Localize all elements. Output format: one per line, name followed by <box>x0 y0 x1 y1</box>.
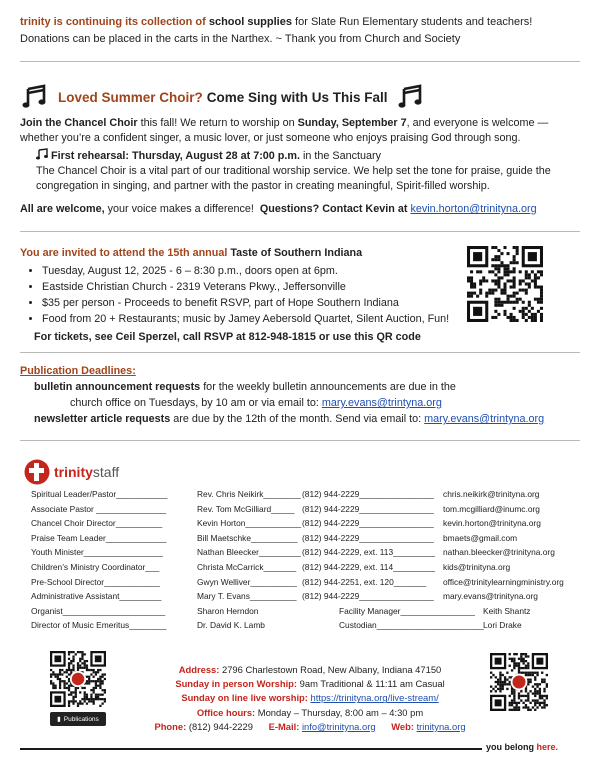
publications-label: Publications <box>63 715 99 723</box>
staff-email[interactable]: kevin.horton@trinityna.org <box>443 518 541 529</box>
choir-text: this fall! We return to worship on <box>140 117 295 129</box>
list-item: • Eastside Christian Church - 2319 Veterans Pkwy., Jeffersonville <box>42 279 460 295</box>
staff-email[interactable]: nathan.bleecker@trinityna.org <box>443 547 555 558</box>
staff-name: Bill Maetschke__________ <box>197 532 298 543</box>
list-item: • Tuesday, August 12, 2025 - 6 – 8:30 p.m., doors open at 6pm. <box>42 263 460 279</box>
divider <box>20 440 580 441</box>
staff-phone: (812) 944-2229________________ <box>302 591 434 602</box>
footer-rule <box>20 748 482 750</box>
staff-role: Youth Minister_________________ <box>31 547 163 558</box>
staff-role: Praise Team Leader_____________ <box>31 532 167 543</box>
supplies-text-1: for Slate Run Elementary students and teachers! <box>295 16 533 28</box>
staff-phone: (812) 944-2251, ext. 120_______ <box>302 576 427 587</box>
office-hours: Monday – Thursday, 8:00 am – 4:30 pm <box>257 706 424 718</box>
staff-email[interactable]: office@trinitylearningministry.org <box>443 576 564 587</box>
taste-event-name: Taste of Southern Indiana <box>230 247 363 259</box>
taste-qr-code[interactable] <box>467 246 543 322</box>
choir-title-a: Loved Summer Choir? <box>58 89 203 105</box>
kevin-email-link[interactable]: kevin.horton@trinityna.org <box>410 203 537 215</box>
staff-name2: Lori Drake <box>483 620 522 631</box>
staff-role: Associate Pastor _______________ <box>31 503 167 514</box>
info-email-link[interactable]: info@trinityna.org <box>301 720 376 732</box>
first-rehearsal: First rehearsal: Thursday, August 28 at 7:00 p.m. <box>51 150 301 162</box>
staff-email[interactable]: mary.evans@trinityna.org <box>443 591 538 602</box>
staff-role: Administrative Assistant_________ <box>31 591 162 602</box>
taste-intro: You are invited to attend the 15th annual <box>20 247 228 259</box>
choir-heading <box>22 82 582 112</box>
address-label: Address: <box>178 664 220 675</box>
logo-text-b: staff <box>92 464 120 480</box>
welcome-text: your voice makes a difference! <box>107 203 254 215</box>
staff-role2: Custodian_______________________ <box>339 620 484 631</box>
staff-name: Mary T. Evans__________ <box>197 591 297 602</box>
staff-phone: (812) 944-2229________________ <box>302 532 434 543</box>
church-contact-footer <box>110 663 510 734</box>
address: 2796 Charlestown Road, New Albany, Indiana 47150 <box>222 664 442 675</box>
staff-role: Spiritual Leader/Pastor___________ <box>31 489 168 499</box>
staff-phone: (812) 944-2229________________ <box>302 518 434 529</box>
book-icon: ▮ <box>57 716 61 723</box>
staff-role: Children’s Ministry Coordinator___ <box>31 561 160 572</box>
publications-qr-code[interactable] <box>50 651 106 707</box>
staff-directory <box>31 489 591 635</box>
staff-row <box>31 518 591 533</box>
choir-title-b: Come Sing with Us This Fall <box>206 89 388 105</box>
staff-name: Gwyn Welliver__________ <box>197 576 297 587</box>
publication-deadlines <box>20 363 580 427</box>
bulletin-email-link[interactable]: mary.evans@trintyna.org <box>321 397 442 409</box>
divider <box>20 231 580 232</box>
staff-row <box>31 547 591 562</box>
staff-row <box>31 591 591 606</box>
list-item: • $35 per person - Proceeds to benefit RSVP, part of Hope Southern Indiana <box>42 295 460 311</box>
choir-join: Join the Chancel Choir <box>20 117 138 129</box>
livestream-link[interactable]: https://trinityna.org/live-stream/ <box>310 692 439 704</box>
inperson-times: 9am Traditional & 11:11 am Casual <box>299 678 445 690</box>
music-notes-icon <box>22 84 48 110</box>
bulletin-text-2: church office on Tuesdays, by 10 am or via email to: <box>70 397 319 409</box>
taste-details-list <box>20 263 460 327</box>
trinity-staff-logo <box>24 457 164 487</box>
trinity-cross-logo-icon <box>24 459 50 485</box>
staff-row <box>31 533 591 548</box>
hours-label: Office hours: <box>196 706 256 718</box>
staff-role: Organist______________________ <box>31 605 166 616</box>
newsletter-email-link[interactable]: mary.evans@trintyna.org <box>424 413 545 425</box>
online-label: Sunday on line live worship: <box>181 692 308 704</box>
list-item: • Food from 20 + Restaurants; music by Jamey Aebersold Quartet, Silent Auction, Fun! <box>42 311 460 327</box>
bulletin-bold: bulletin announcement requests <box>34 381 201 393</box>
tagline-b: here. <box>536 742 559 752</box>
staff-row <box>31 606 591 621</box>
staff-email[interactable]: kids@trinityna.org <box>443 561 511 572</box>
staff-phone: (812) 944-2229________________ <box>302 503 434 514</box>
staff-role: Pre-School Director____________ <box>31 576 160 587</box>
staff-role: Director of Music Emeritus________ <box>31 620 167 631</box>
staff-name: Kevin Horton____________ <box>197 518 302 529</box>
staff-name: Dr. David K. Lamb <box>197 620 265 631</box>
staff-name: Nathan Bleecker_________ <box>197 547 301 558</box>
web-label: Web: <box>391 720 414 732</box>
choir-text: , and everyone is welcome — <box>406 117 549 129</box>
email-label: E-Mail: <box>268 720 300 732</box>
logo-text-a: trinity <box>54 464 93 480</box>
music-notes-icon <box>398 84 424 110</box>
supplies-highlight: school supplies <box>208 16 292 28</box>
supplies-brand-text: trinity is continuing its collection of <box>20 16 206 28</box>
school-supplies-notice <box>20 14 580 48</box>
choir-date: Sunday, September 7 <box>297 117 407 129</box>
taste-section <box>20 245 460 345</box>
staff-email[interactable]: chris.neikirk@trinityna.org <box>443 489 540 499</box>
welcome-bold: All are welcome, <box>20 203 105 215</box>
staff-row <box>31 504 591 519</box>
staff-row <box>31 489 591 504</box>
phone-label: Phone: <box>154 720 187 732</box>
supplies-text-2: Donations can be placed in the carts in the Narthex. ~ Thank you from Church and Society <box>20 33 461 45</box>
ticket-info: For tickets, see Ceil Sperzel, call RSVP at 812-948-1815 or use this QR code <box>34 331 421 343</box>
questions-text: Questions? Contact Kevin at <box>259 203 408 215</box>
phone-number: (812) 944-2229 <box>188 720 253 732</box>
staff-name2: Keith Shantz <box>483 605 531 616</box>
inperson-label: Sunday in person Worship: <box>175 678 298 690</box>
staff-name: Christa McCarrick_______ <box>197 561 297 572</box>
choir-body <box>20 116 580 217</box>
choir-description: The Chancel Choir is a vital part of our traditional worship service. We help set the tone for praise, guide the congregation in singing, and partner with the pastor in creating meaningful, Spirit-filled worship. <box>36 165 551 192</box>
trinity-qr-code[interactable] <box>490 653 548 711</box>
staff-row <box>31 562 591 577</box>
tagline-a: you belong <box>486 742 537 752</box>
rehearsal-location: in the Sanctuary <box>303 150 382 162</box>
publications-badge[interactable] <box>50 712 106 726</box>
staff-phone: (812) 944-2229________________ <box>302 489 434 499</box>
staff-email[interactable]: bmaets@gmail.com <box>443 532 518 543</box>
staff-phone: (812) 944-2229, ext. 113_________ <box>302 547 436 558</box>
newsletter-text: are due by the 12th of the month. Send via email to: <box>173 413 422 425</box>
staff-name: Sharon Herndon <box>197 605 259 616</box>
staff-name: Rev. Tom McGilliard_____ <box>197 503 295 514</box>
divider <box>20 352 580 353</box>
website-link[interactable]: trinityna.org <box>416 720 466 732</box>
publication-title: Publication Deadlines: <box>20 365 136 377</box>
staff-row <box>31 620 591 635</box>
staff-row <box>31 577 591 592</box>
staff-email[interactable]: tom.mcgilliard@inumc.org <box>443 503 540 514</box>
tagline <box>486 742 558 752</box>
choir-text: whether you’re a confident singer, a music lover, or just someone who enjoys praising God through song. <box>20 132 521 144</box>
staff-role2: Facility Manager________________ <box>339 605 475 616</box>
divider <box>20 61 580 62</box>
staff-phone: (812) 944-2229, ext. 114_________ <box>302 561 436 572</box>
music-note-icon <box>36 148 48 160</box>
newsletter-bold: newsletter article requests <box>34 413 171 425</box>
bulletin-text: for the weekly bulletin announcements are due in the <box>203 381 456 393</box>
staff-name: Rev. Chris Neikirk________ <box>197 489 301 499</box>
staff-role: Chancel Choir Director__________ <box>31 518 163 529</box>
